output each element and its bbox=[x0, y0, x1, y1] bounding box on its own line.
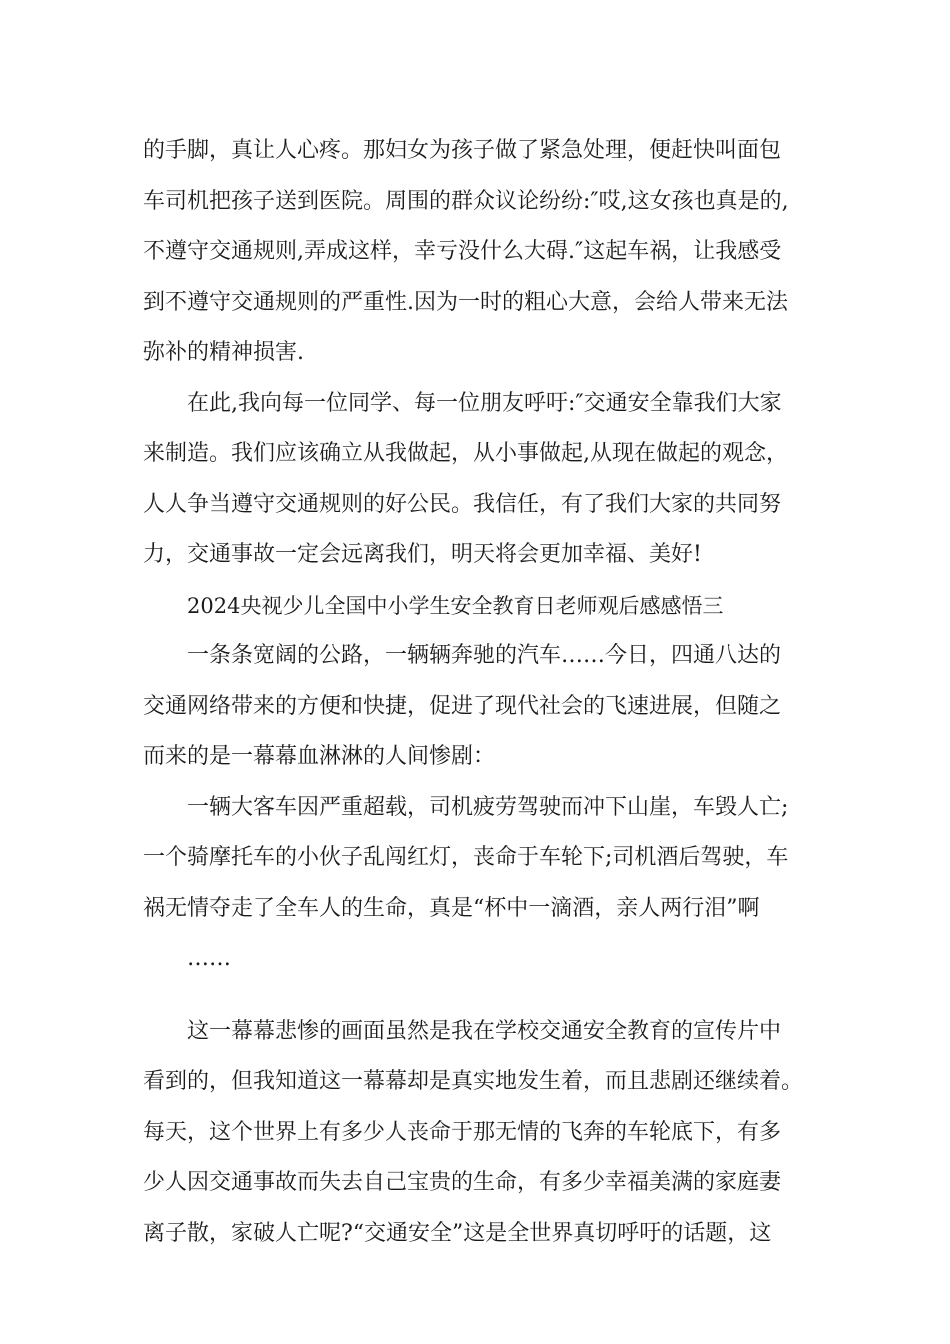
line: 力，交通事故一定会远离我们，明天将会更加幸福、美好! bbox=[143, 542, 702, 567]
line: 这一幕幕悲惨的画面虽然是我在学校交通安全教育的宣传片中 bbox=[187, 1018, 782, 1044]
line: 祸无情夺走了全车人的生命，真是“杯中一滴酒，亲人两行泪”啊 bbox=[143, 895, 760, 921]
line: 一个骑摩托车的小伙子乱闯红灯，丧命于车轮下;司机酒后驾驶，车 bbox=[143, 845, 789, 870]
line: 的手脚，真让人心疼。那妇女为孩子做了紧急处理，便赶快叫面包 bbox=[143, 138, 782, 163]
line: 每天，这个世界上有多少人丧命于那无情的飞奔的车轮底下，有多 bbox=[143, 1119, 782, 1145]
line: 少人因交通事故而失去自己宝贵的生命，有多少幸福美满的家庭妻 bbox=[143, 1170, 782, 1195]
line: 人人争当遵守交通规则的好公民。我信任，有了我们大家的共同努 bbox=[143, 491, 782, 517]
line: 在此,我向每一位同学、每一位朋友呼吁:″交通安全靠我们大家 bbox=[187, 390, 782, 416]
line: 一辆大客车因严重超载，司机疲劳驾驶而冲下山崖，车毁人亡; bbox=[187, 794, 789, 820]
line: 看到的，但我知道这一幕幕却是真实地发生着，而且悲剧还继续着。 bbox=[143, 1069, 804, 1094]
document-body bbox=[143, 126, 823, 1259]
line: 弥补的精神损害. bbox=[143, 340, 304, 365]
paragraph-1 bbox=[143, 126, 823, 379]
line: 交通网络带来的方便和快捷，促进了现代社会的飞速进展，但随之 bbox=[143, 693, 782, 719]
paragraph-6 bbox=[143, 1007, 823, 1260]
paragraph-2 bbox=[143, 379, 823, 581]
line: 不遵守交通规则,弄成这样，幸亏没什么大碍.″这起车祸，让我感受 bbox=[143, 239, 782, 264]
heading-text: 2024央视少儿全国中小学生安全教育日老师观后感感悟三 bbox=[187, 593, 724, 618]
paragraph-5 bbox=[143, 783, 823, 1007]
line: 离子散，家破人亡呢?“交通安全”这是全世界真切呼吁的话题，这 bbox=[143, 1220, 772, 1246]
line: 来制造。我们应该确立从我做起，从小事做起,从现在做起的观念， bbox=[143, 441, 788, 466]
line: 车司机把孩子送到医院。周围的群众议论纷纷:″哎,这女孩也真是的, bbox=[143, 188, 789, 214]
line: …… bbox=[187, 946, 231, 971]
section-heading bbox=[143, 581, 823, 632]
line: 一条条宽阔的公路，一辆辆奔驰的汽车……今日，四通八达的 bbox=[187, 643, 782, 668]
line: 到不遵守交通规则的严重性.因为一时的粗心大意，会给人带来无法 bbox=[143, 289, 788, 315]
paragraph-4 bbox=[143, 631, 823, 783]
line: 而来的是一幕幕血淋淋的人间惨剧： bbox=[143, 744, 496, 769]
